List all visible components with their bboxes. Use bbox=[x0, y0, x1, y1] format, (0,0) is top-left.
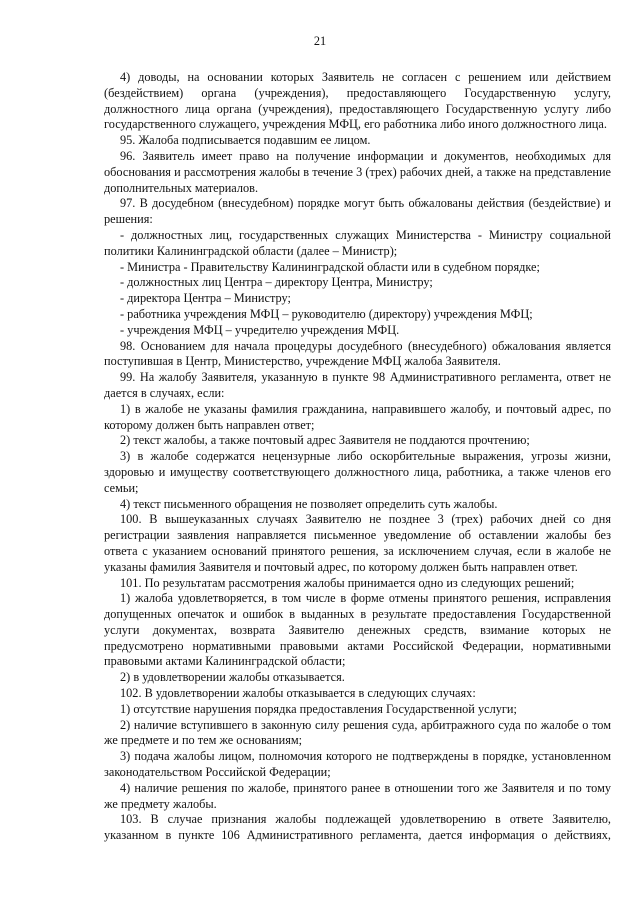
paragraph-102-item-3: 3) подача жалобы лицом, полномочия которого не подтверждены в порядке, установленном законодательством Российской Федерации; bbox=[104, 749, 611, 780]
document-body bbox=[104, 70, 611, 844]
paragraph-98: 98. Основанием для начала процедуры досудебного (внесудебного) обжалования является поступившая в Центр, Министерство, учреждение МФЦ жалоба Заявителя. bbox=[104, 338, 611, 369]
paragraph-99-item-4: 4) текст письменного обращения не позволяет определить суть жалобы. bbox=[120, 496, 498, 511]
paragraph-102-item-4: 4) наличие решения по жалобе, принятого ранее в отношении того же Заявителя и по тому же предмету жалобы. bbox=[104, 780, 611, 811]
paragraph-99-item-3: 3) в жалобе содержатся нецензурные либо оскорбительные выражения, угрозы жизни, здоровью и имуществу соответствующего должностного лица, работника, а также членов его семьи; bbox=[104, 449, 611, 495]
paragraph-97-dash-6: - учреждения МФЦ – учредителю учреждения МФЦ. bbox=[120, 322, 400, 337]
page-number: 21 bbox=[313, 34, 327, 48]
paragraph-101-item-2: 2) в удовлетворении жалобы отказывается. bbox=[120, 670, 345, 685]
paragraph-101: 101. По результатам рассмотрения жалобы принимается одно из следующих решений; bbox=[120, 575, 575, 590]
paragraph-102-item-2: 2) наличие вступившего в законную силу решения суда, арбитражного суда по жалобе о том же предмете и по тем же основаниям; bbox=[104, 717, 611, 748]
paragraph-97-dash-4: - директора Центра – Министру; bbox=[120, 291, 291, 306]
paragraph-97-dash-1: - должностных лиц, государственных служащих Министерства - Министру социальной политики Калининградской области (далее – Министр); bbox=[104, 227, 611, 258]
paragraph-95: 95. Жалоба подписывается подавшим ее лицом. bbox=[120, 133, 371, 148]
paragraph-99-item-2: 2) текст жалобы, а также почтовый адрес Заявителя не поддаются прочтению; bbox=[120, 433, 530, 448]
paragraph-102-item-1: 1) отсутствие нарушения порядка предоставления Государственной услуги; bbox=[120, 701, 517, 716]
paragraph-102: 102. В удовлетворении жалобы отказывается в следующих случаях: bbox=[120, 686, 476, 701]
paragraph-97-dash-5: - работника учреждения МФЦ – руководителю (директору) учреждения МФЦ; bbox=[120, 306, 533, 321]
paragraph-100: 100. В вышеуказанных случаях Заявителю не позднее 3 (трех) рабочих дней со дня регистрации заявления направляется письменное уведомление об оставлении жалобы без ответа с указанием оснований принятого решения, за исключением случая, если в жалобе не указаны фамилия Заявителя и почтовый адрес, по которому должен быть направлен ответ. bbox=[104, 512, 611, 574]
paragraph-item-4: 4) доводы, на основании которых Заявитель не согласен с решением или действием (бездействием) органа (учреждения), предоставляющего Государственную услугу, должностного лица органа (учреждения), предоставляющего Государственную услугу либо государственного служащего, учреждения МФЦ, его работника либо иного должностного лица. bbox=[104, 70, 611, 132]
paragraph-101-item-1: 1) жалоба удовлетворяется, в том числе в форме отмены принятого решения, исправления допущенных опечаток и ошибок в выданных в результате предоставления Государственной услуги документах, возврата Заявителю денежных средств, взимание которых не предусмотрено нормативными правовыми актами Российской Федерации, нормативными правовыми актами Калининградской области; bbox=[104, 591, 611, 669]
paragraph-99-item-1: 1) в жалобе не указаны фамилия гражданина, направившего жалобу, и почтовый адрес, по которому должен быть направлен ответ; bbox=[104, 401, 611, 432]
paragraph-99: 99. На жалобу Заявителя, указанную в пункте 98 Административного регламента, ответ не дается в случаях, если: bbox=[104, 370, 611, 400]
paragraph-97-dash-2: - Министра - Правительству Калининградской области или в судебном порядке; bbox=[120, 259, 540, 274]
paragraph-103: 103. В случае признания жалобы подлежащей удовлетворению в ответе Заявителю, указанном в пункте 106 Административного регламента, дается информация о действиях, bbox=[104, 812, 611, 843]
paragraph-96: 96. Заявитель имеет право на получение информации и документов, необходимых для обоснования и рассмотрения жалобы в течение 3 (трех) рабочих дней, а также на представление дополнительных материалов. bbox=[104, 148, 611, 195]
paragraph-97-dash-3: - должностных лиц Центра – директору Центра, Министру; bbox=[120, 275, 433, 290]
paragraph-97: 97. В досудебном (внесудебном) порядке могут быть обжалованы действия (бездействие) и решения: bbox=[104, 196, 611, 227]
